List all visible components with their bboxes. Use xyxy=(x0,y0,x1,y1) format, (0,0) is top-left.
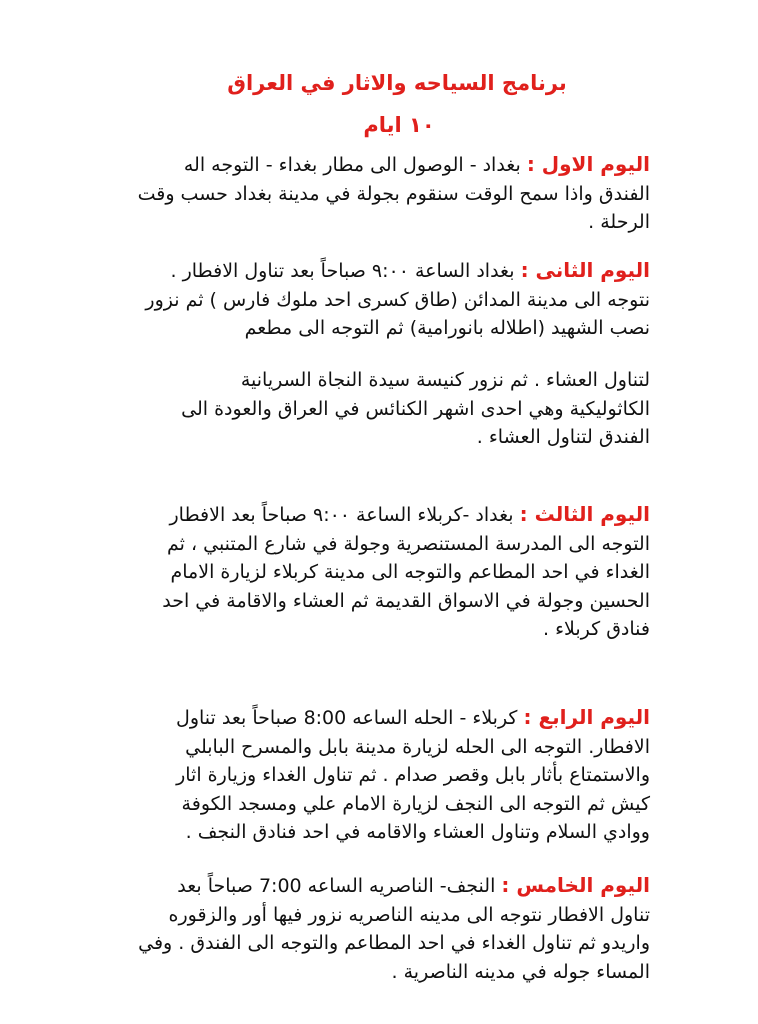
day-2-label: اليوم الثانى : xyxy=(520,258,650,282)
day-2-continuation xyxy=(50,366,650,452)
day-4-label: اليوم الرابع : xyxy=(523,705,650,729)
day-4-text: كربلاء - الحله الساعه 8:00 صباحاً بعد تناول الافطار. التوجه الى الحله لزيارة مدينة بابل والمسرح البابلي والاستمتاع بأثار بابل وقصر صدام . ثم تناول الغداء وزيارة اثار كيش ثم التوجه الى النجف لزيارة الامام علي ومسجد الكوفة ووادي السلام وتناول العشاء والاقامه في احد فنادق النجف . xyxy=(176,707,650,843)
day-2-paragraph xyxy=(50,256,650,343)
day-1-paragraph xyxy=(50,150,650,237)
day-1-text: بغداد - الوصول الى مطار بغداء - التوجه اله الفندق واذا سمح الوقت سنقوم بجولة في مدينة بغداد حسب وقت الرحلة . xyxy=(137,154,650,233)
day-3-text: بغداد -كربلاء الساعة ٩:٠٠ صباحاً بعد الافطار التوجه الى المدرسة المستنصرية وجولة في شارع المتنبي ، ثم الغداء في احد المطاعم والتوجه الى مدينة كربلاء لزيارة الامام الحسين وجولة في الاسواق القديمة ثم العشاء والاقامة في احد فنادق كربلاء . xyxy=(162,504,650,640)
day-3-paragraph xyxy=(50,500,650,644)
day-2-text: بغداد الساعة ٩:٠٠ صباحاً بعد تناول الافطار . نتوجه الى مدينة المدائن (طاق كسرى احد ملوك فارس ) ثم نزور نصب الشهيد (اطلاله بانورامية) ثم التوجه الى مطعم xyxy=(145,260,650,339)
day-1-label: اليوم الاول : xyxy=(526,152,650,176)
duration-subtitle: ١٠ ايام xyxy=(363,113,435,137)
day-5-text: النجف- الناصريه الساعه 7:00 صباحاً بعد تناول الافطار نتوجه الى مدينه الناصريه نزور فيها أور والزقوره واريدو ثم تناول الغداء في احد المطاعم والتوجه الى الفندق . وفي المساء جوله في مدينه الناصرية . xyxy=(138,875,650,983)
day-3-label: اليوم الثالث : xyxy=(519,502,650,526)
day-2-continuation-text: لتناول العشاء . ثم نزور كنيسة سيدة النجاة السريانية الكاثوليكية وهي احدى اشهر الكنائس في العراق والعودة الى الفندق لتناول العشاء . xyxy=(181,369,650,448)
day-4-paragraph xyxy=(50,703,650,847)
day-5-label: اليوم الخامس : xyxy=(501,873,650,897)
day-5-paragraph xyxy=(50,871,650,986)
page-title: برنامج السياحه والاثار في العراق xyxy=(227,71,567,95)
